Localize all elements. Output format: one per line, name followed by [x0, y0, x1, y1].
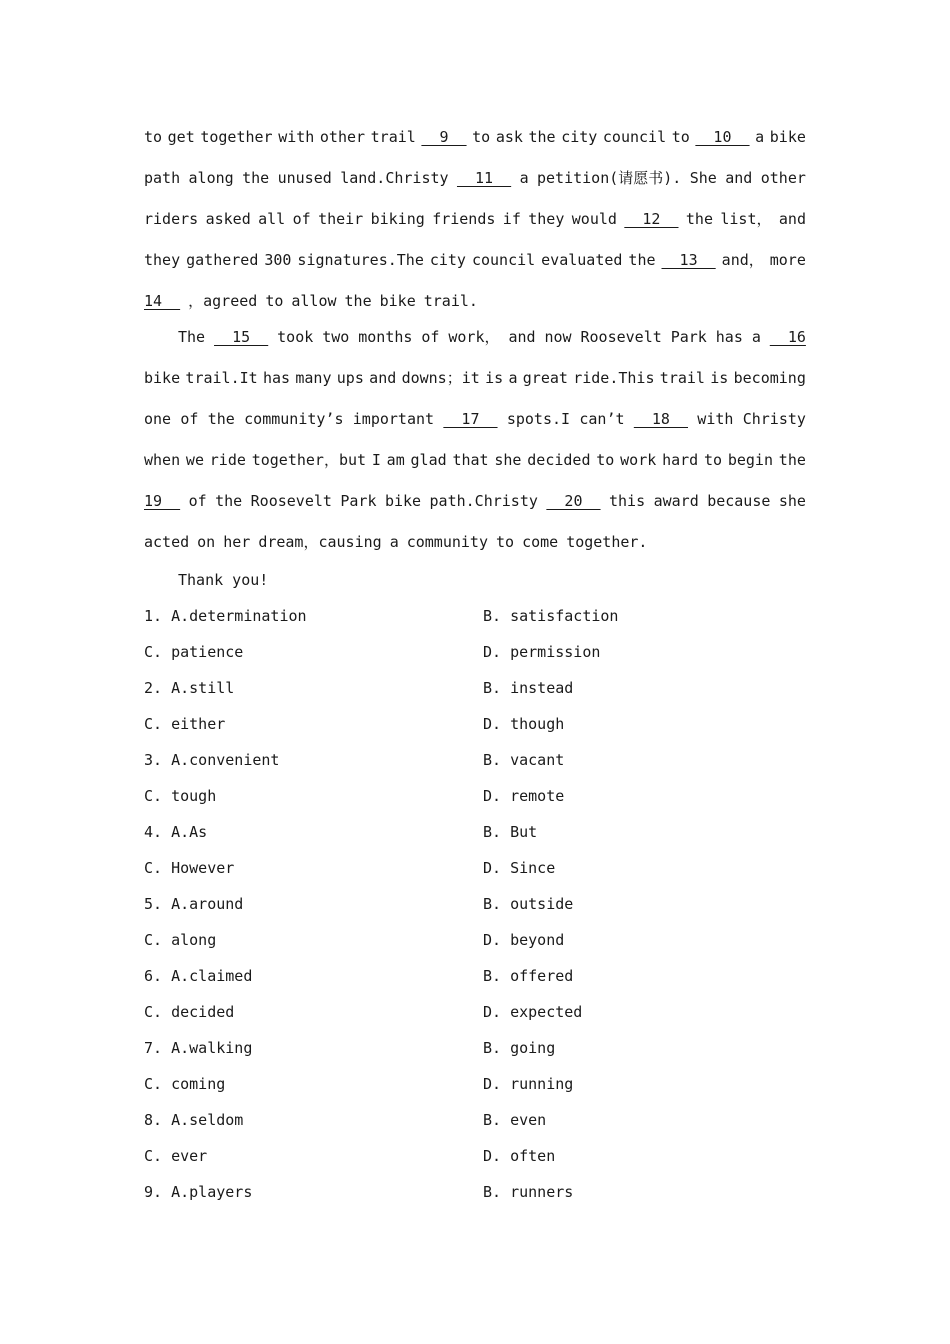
word: they	[144, 251, 181, 269]
word: great	[522, 369, 568, 387]
word: because	[707, 492, 771, 510]
option-left: C. coming	[144, 1075, 226, 1093]
word: other	[760, 169, 806, 187]
word: Roosevelt	[580, 328, 662, 346]
word: bike	[384, 492, 422, 510]
word: and	[725, 169, 753, 187]
word: the	[778, 451, 806, 469]
option-left: 2. A.still	[144, 679, 235, 697]
word: downs；it	[401, 369, 480, 387]
passage-line	[144, 249, 806, 271]
word: becoming	[733, 369, 806, 387]
option-right: D. expected	[483, 1003, 583, 1021]
word: Park	[340, 492, 377, 510]
word: to	[596, 451, 615, 469]
blank-20: 20	[546, 492, 601, 510]
word: the	[628, 251, 656, 269]
word: community	[406, 533, 488, 551]
option-right: B. vacant	[483, 751, 565, 769]
word: of	[292, 210, 311, 228]
word: with	[278, 128, 315, 146]
word: other	[319, 128, 366, 146]
word: 300	[264, 251, 292, 269]
blank-16: 16	[769, 328, 806, 346]
option-right: B. offered	[483, 967, 574, 985]
option-right: B. outside	[483, 895, 574, 913]
word: allow	[291, 292, 337, 310]
word: bike	[144, 369, 181, 387]
word: the	[242, 169, 270, 187]
word: She	[689, 169, 717, 187]
word: trail.	[423, 292, 478, 310]
word: their	[318, 210, 364, 228]
word: a	[508, 369, 518, 387]
word: the	[344, 292, 372, 310]
word: more	[769, 251, 806, 269]
blank-17: 17	[443, 410, 498, 428]
word: can’t	[579, 410, 625, 428]
word: spots.I	[506, 410, 571, 428]
word: hard	[662, 451, 699, 469]
word: work	[620, 451, 657, 469]
passage-line	[144, 326, 806, 348]
passage-line	[144, 367, 806, 389]
option-left: C. However	[144, 859, 235, 877]
option-left: 8. A.seldom	[144, 1111, 244, 1129]
option-left: C. along	[144, 931, 217, 949]
word: land.Christy	[340, 169, 449, 187]
word: to	[496, 533, 515, 551]
word: the	[685, 210, 713, 228]
word: to	[671, 128, 690, 146]
option-right: D. beyond	[483, 931, 565, 949]
word: I	[371, 451, 381, 469]
word: is	[710, 369, 729, 387]
blank-12: 12	[624, 210, 679, 228]
word: this	[609, 492, 646, 510]
blank-14: 14	[144, 292, 181, 310]
word: trail	[659, 369, 705, 387]
word: to	[472, 128, 491, 146]
option-right: D. remote	[483, 787, 565, 805]
passage-line	[144, 408, 806, 430]
word: they	[528, 210, 565, 228]
word: has	[715, 328, 743, 346]
word: signatures.The	[297, 251, 424, 269]
word: and	[508, 328, 536, 346]
word: is	[485, 369, 504, 387]
word: ups	[336, 369, 364, 387]
word: we	[185, 451, 204, 469]
word: city	[429, 251, 466, 269]
word: a	[755, 128, 765, 146]
word: petition(请愿书).	[537, 169, 682, 187]
word: the	[207, 410, 235, 428]
word: together	[200, 128, 273, 146]
option-right: D. permission	[483, 643, 601, 661]
word: acted	[144, 533, 190, 551]
word: ride.This	[573, 369, 655, 387]
option-right: D. though	[483, 715, 565, 733]
word: she	[494, 451, 522, 469]
word: ask	[495, 128, 523, 146]
passage-line	[144, 126, 806, 148]
word: community’s	[244, 410, 344, 428]
option-right: D. often	[483, 1147, 556, 1165]
option-left: 4. A.As	[144, 823, 208, 841]
word: trail.It	[185, 369, 258, 387]
word: decided	[527, 451, 591, 469]
word: took	[277, 328, 314, 346]
word: friends	[432, 210, 496, 228]
word: and，	[721, 251, 764, 269]
word: important	[352, 410, 435, 428]
word: path	[144, 169, 181, 187]
option-left: C. either	[144, 715, 226, 733]
word: begin	[727, 451, 773, 469]
word: all	[258, 210, 286, 228]
blank-18: 18	[633, 410, 688, 428]
option-left: C. patience	[144, 643, 244, 661]
passage-line	[144, 167, 806, 189]
option-left: 9. A.players	[144, 1183, 253, 1201]
word: riders	[144, 210, 199, 228]
word: along	[188, 169, 234, 187]
word: of	[421, 328, 440, 346]
word: now	[544, 328, 572, 346]
word: of	[188, 492, 207, 510]
word: council	[602, 128, 667, 146]
word: asked	[205, 210, 251, 228]
option-left: C. ever	[144, 1147, 208, 1165]
word: council	[471, 251, 536, 269]
passage-line	[144, 449, 806, 471]
word: to	[265, 292, 284, 310]
word: dream，causing	[258, 533, 382, 551]
word: with	[697, 410, 734, 428]
word: to	[144, 128, 163, 146]
word: trail	[370, 128, 416, 146]
blank-9: 9	[421, 128, 467, 146]
word: biking	[370, 210, 425, 228]
word: gathered	[186, 251, 259, 269]
option-right: B. satisfaction	[483, 607, 619, 625]
word: ，agreed	[188, 292, 258, 310]
option-right: B. even	[483, 1111, 547, 1129]
passage-line	[144, 531, 806, 553]
word: get	[167, 128, 195, 146]
word: together，but	[251, 451, 367, 469]
option-left: C. tough	[144, 787, 217, 805]
blank-11: 11	[456, 169, 512, 187]
word: a	[389, 533, 399, 551]
word: am	[386, 451, 405, 469]
word: award	[653, 492, 699, 510]
blank-13: 13	[661, 251, 716, 269]
passage-line	[144, 208, 806, 230]
word: come	[522, 533, 559, 551]
passage-line	[144, 490, 806, 512]
blank-10: 10	[695, 128, 750, 146]
word: many	[295, 369, 332, 387]
word: a	[519, 169, 529, 187]
word: The	[178, 328, 206, 346]
word: her	[223, 533, 251, 551]
word: the	[215, 492, 243, 510]
word: she	[778, 492, 806, 510]
word: two	[322, 328, 350, 346]
word: on	[197, 533, 216, 551]
option-left: 1. A.determination	[144, 607, 307, 625]
blank-15: 15	[214, 328, 269, 346]
word: Park	[670, 328, 707, 346]
option-left: 5. A.around	[144, 895, 244, 913]
word: ride	[209, 451, 246, 469]
option-left: 7. A.walking	[144, 1039, 253, 1057]
word: that	[452, 451, 489, 469]
word: would	[571, 210, 617, 228]
word: city	[561, 128, 598, 146]
word: and	[778, 210, 806, 228]
word: unused	[277, 169, 332, 187]
word: Christy	[742, 410, 806, 428]
option-left: 3. A.convenient	[144, 751, 280, 769]
option-left: 6. A.claimed	[144, 967, 253, 985]
option-right: B. runners	[483, 1183, 574, 1201]
word: list，	[720, 210, 772, 228]
option-right: B. instead	[483, 679, 574, 697]
word: evaluated	[541, 251, 623, 269]
word: bike	[379, 292, 416, 310]
option-right: D. Since	[483, 859, 556, 877]
word: work，	[448, 328, 500, 346]
word: glad	[410, 451, 447, 469]
word: of	[180, 410, 199, 428]
word: together.	[566, 533, 648, 551]
thanks-line: Thank you!	[178, 571, 269, 589]
word: when	[144, 451, 181, 469]
word: if	[502, 210, 521, 228]
word: a	[751, 328, 761, 346]
word: has	[262, 369, 291, 387]
word: the	[528, 128, 556, 146]
word: path.Christy	[429, 492, 538, 510]
option-right: D. running	[483, 1075, 574, 1093]
word: Roosevelt	[250, 492, 332, 510]
word: bike	[769, 128, 806, 146]
option-left: C. decided	[144, 1003, 235, 1021]
word: and	[369, 369, 397, 387]
option-right: B. But	[483, 823, 538, 841]
word: one	[144, 410, 172, 428]
passage-line	[144, 290, 806, 312]
option-right: B. going	[483, 1039, 556, 1057]
word: to	[703, 451, 723, 469]
word: months	[358, 328, 413, 346]
blank-19: 19	[144, 492, 181, 510]
